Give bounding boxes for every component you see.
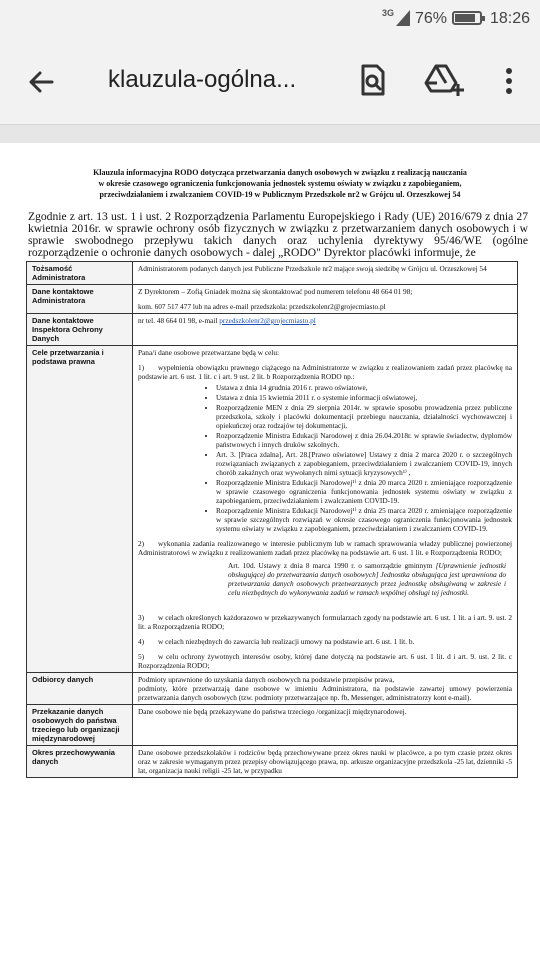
list-item: • Rozporządzenie MEN z dnia 29 sierpnia 2014r. w sprawie sposobu prowadzenia przez publiczne przedszkola, szkoły i placówki dokumentacji przebiegu nauczania, działalności wychowawczej i opiekuńczej oraz rodzajów tej dokumentacji, [216, 403, 512, 430]
legal-quote: Art. 10d. Ustawy z dnia 8 marca 1990 r. o samorządzie gminnym [Uprawnienie jednostki obsługującej do przetwarzania danych osobowych] Jednostka obsługująca jest uprawniona do przetwarzania danych osobowych przetwarzanych przez jednostkę obsługiwaną w zakresie i celu niezbędnych do wykonywania zadań w ramach wspólnej obsługi tej jednostki. [228, 561, 506, 597]
row-label: Dane kontaktowe Inspektora Ochrony Danych [27, 314, 133, 346]
row-label: Dane kontaktowe Administratora [27, 285, 133, 314]
find-in-document-button[interactable] [352, 60, 392, 100]
row-value: Dane osobowe nie będą przekazywane do państwa trzeciego /organizacji międzynarodowej. [133, 705, 518, 746]
row-value: Administratorem podanych danych jest Publiczne Przedszkole nr2 mające swoją siedzibę w Grójcu ul. Orzeszkowej 54 [133, 262, 518, 285]
app-bar [0, 40, 540, 125]
list-item: • Art. 3. [Praca zdalna], Art. 28.[Prawo oświatowe] Ustawy z dnia 2 marca 2020 r. o szczególnych rozwiązaniach związanych z zapobieganiem, przeciwdziałaniem i zwalczaniem COVID-19, innych chorób zakaźnych oraz wywołanych nimi sytuacji kryzysowych¹⁾ , [216, 450, 512, 477]
row-value: nr tel. 48 664 01 98, e-mail przedszkolenr2@grojecmiasto.pl [133, 314, 518, 346]
row-value: Pana/i dane osobowe przetwarzane będą w celu: 1) wypełnienia obowiązku prawnego ciążącego na Administratorze w związku z realizowaniem zadań przez placówkę na podstawie art. 6 ust. 1 lit. c i art. 9 ust. 2 lit. b Rozporządzenia RODO np.: • Ustawa z dnia 14 grudnia 2016 r. prawo oświatowe, • Ustawa z dnia 15 kwietnia 2011 r. o systemie informacji oświatowej, • Rozporządzenie MEN z dnia 29 sierpnia 2014r. w sprawie sposobu prowadzenia przez publiczne przedszkola, szkoły i placówki dokumentacji przebiegu nauczania, działalności wychowawczej i opiekuńczej oraz rodzajów tej dokumentacji, • Rozporządzenie Ministra Edukacji Narodowej z dnia 26.04.2018r. w sprawie świadectw, dyplomów państwowych i innych druków szkolnych. • Art. 3. [Praca zdalna], Art. 28.[Prawo oświatowe] Ustawy z dnia 2 marca 2020 r. o szczególnych rozwiązaniach związanych z zapobieganiem, przeciwdziałaniem i zwalczaniem COVID-19, innych chorób zakaźnych oraz wywołanych nimi sytuacji kryzysowych¹⁾ , • Rozporządzenie Ministra Edukacji Narodowej¹⁾ z dnia 20 marca 2020 r. zmieniające rozporządzenie w sprawie czasowego ograniczenia funkcjonowania jednostek systemu oświaty w związku z zapobieganiem, przeciwdziałaniem i zwalczaniem COVID-19. • Rozporządzenie Ministra Edukacji Narodowej¹⁾ z dnia 25 marca 2020 r. zmieniające rozporządzenie w sprawie szczególnych rozwiązań w okresie czasowego ograniczenia funkcjonowania jednostek systemu oświaty w związku z zapobieganiem, przeciwdziałaniem i zwalczaniem COVID-19. 2) wykonania zadania realizowanego w interesie publicznym lub w ramach sprawowania władzy publicznej powierzonej Administratorowi w związku z realizowaniem zadań przez placówkę na podstawie art. 6 ust. 1 lit. e Rozporządzenia RODO; Art. 10d. Ustawy z dnia 8 marca 1990 r. o samorządzie gminnym [Uprawnienie jednostki obsługującej do przetwarzania danych osobowych] Jednostka obsługująca jest uprawniona do przetwarzania danych osobowych przetwarzanych przez jednostkę obsługiwaną w zakresie i celu niezbędnych do wykonywania zadań w ramach wspólnej obsługi tej jednostki. 3) w celach określonych każdorazowo w przekazywanych formularzach zgody na podstawie art. 6 ust. 1 lit. a i art. 9. ust. 2 lit. a Rozporządzenia RODO; 4) w celach niezbędnych do zawarcia lub realizacji umowy na podstawie art. 6 ust. 1 lit. b. 5) w celu ochrony żywotnych interesów osoby, której dane dotyczą na podstawie art. 6 ust. 1 lit. d i art. 9. ust. 2 lit. c Rozporządzenia RODO; [133, 346, 518, 673]
table-row [27, 314, 518, 346]
list-item: • Rozporządzenie Ministra Edukacji Narodowej¹⁾ z dnia 20 marca 2020 r. zmieniające rozporządzenie w sprawie czasowego ograniczenia funkcjonowania jednostek systemu oświaty w związku z zapobieganiem, przeciwdziałaniem i zwalczaniem COVID-19. [216, 478, 512, 505]
row-label: Przekazanie danych osobowych do państwa trzeciego lub organizacji międzynarodowej [27, 705, 133, 746]
back-button[interactable] [22, 62, 62, 102]
clause-title: Klauzula informacyjna RODO dotycząca przetwarzania danych osobowych w związku z realizacją nauczania w okresie czasowego ograniczenia funkcjonowania jednostek systemu oświaty w związku z zapobieganiem, przeciwdziałaniem i zwalczaniem COVID-19 w Publicznym Przedszkole nr2 w Grójcu ul. Orzeszkowej 54 [93, 168, 467, 199]
arrow-back-icon [22, 62, 62, 102]
row-label: Cele przetwarzania i podstawa prawna [27, 346, 133, 673]
signal-icon [396, 10, 410, 26]
document-page[interactable] [0, 143, 540, 960]
table-row [27, 262, 518, 285]
row-value: Podmioty uprawnione do uzyskania danych osobowych na podstawie przepisów prawa, podmioty, które przetwarzają dane osobowe w imieniu Administratora, na podstawie zawartej umowy powierzenia przetwarzania danych osobowych (tzw. podmioty przetwarzające np. fb, Messenger, administratorzy kont e-mail). [133, 673, 518, 705]
list-item: 5) w celu ochrony żywotnych interesów osoby, której dane dotyczą na podstawie art. 6 ust. 1 lit. d i art. 9. ust. 2 lit. c Rozporządzenia RODO; [138, 652, 512, 670]
row-value: Z Dyrektorem – Zofią Gniadek można się skontaktować pod numerem telefonu 48 664 01 98; kom. 607 517 477 lub na adres e-mail przedszkola: przedszkolenr2@grojecmiasto.pl [133, 285, 518, 314]
list-item: 4) w celach niezbędnych do zawarcia lub realizacji umowy na podstawie art. 6 ust. 1 lit. b. [138, 637, 415, 646]
legal-basis-list [216, 383, 512, 533]
table-row [27, 346, 518, 673]
search-document-icon [352, 60, 392, 100]
list-item: • Rozporządzenie Ministra Edukacji Narodowej z dnia 26.04.2018r. w sprawie świadectw, dyplomów państwowych i innych druków szkolnych. [216, 431, 512, 449]
row-label: Odbiorcy danych [27, 673, 133, 705]
network-type: 3G [382, 8, 395, 18]
list-item: 2) wykonania zadania realizowanego w interesie publicznym lub w ramach sprawowania władzy publicznej powierzonej Administratorowi w związku z realizowaniem zadań przez placówkę na podstawie art. 6 ust. 1 lit. e Rozporządzenia RODO; [138, 539, 512, 557]
battery-percent: 76% [415, 10, 448, 27]
document-title: klauzula-ogólna... [108, 66, 297, 93]
list-item: • Ustawa z dnia 14 grudnia 2016 r. prawo oświatowe, [216, 383, 512, 392]
more-options-button[interactable] [494, 62, 524, 102]
add-to-drive-button[interactable] [422, 60, 466, 100]
row-value: Dane osobowe przedszkolaków i rodziców będą przechowywane przez okres nauki w placówce, a po tym czasie przez okres oraz w zakresie wymaganym przez przepisy obowiązującego prawa, np. arkusze organizacyjne przedszkola -25 lat, dzienniki -5 lat, organizacja nauki religii -25 lat, w przypadku [133, 746, 518, 778]
row-label: Okres przechowywania danych [27, 746, 133, 778]
list-item: • Ustawa z dnia 15 kwietnia 2011 r. o systemie informacji oświatowej, [216, 393, 512, 402]
table-row [27, 673, 518, 705]
add-to-drive-icon [422, 60, 466, 100]
list-item: 1) wypełnienia obowiązku prawnego ciążącego na Administratorze w związku z realizowaniem zadań przez placówkę na podstawie art. 6 ust. 1 lit. c i art. 9 ust. 2 lit. b Rozporządzenia RODO np.: [138, 363, 512, 381]
intro-paragraph: Zgodnie z art. 13 ust. 1 i ust. 2 Rozporządzenia Parlamentu Europejskiego i Rady (UE) 2016/679 z dnia 27 kwietnia 2016r. w sprawie ochrony osób fizycznych w związku z przetwarzaniem danych osobowych i w sprawie swobodnego przepływu takich danych oraz uchylenia dyrektywy 95/46/WE (ogólne rozporządzenie o ochronie danych osobowych - dalej „RODO" Dyrektor placówki informuje, że [28, 210, 528, 259]
list-item: • Rozporządzenie Ministra Edukacji Narodowej¹⁾ z dnia 25 marca 2020 r. zmieniające rozporządzenie w sprawie szczególnych rozwiązań w okresie czasowego ograniczenia funkcjonowania jednostek systemu oświaty w związku z zapobieganiem, przeciwdziałaniem i zwalczaniem COVID-19. [216, 506, 512, 533]
table-row [27, 705, 518, 746]
more-vert-icon [494, 62, 524, 102]
clock: 18:26 [490, 10, 531, 27]
table-row [27, 746, 518, 778]
row-label: Tożsamość Administratora [27, 262, 133, 285]
table-row [27, 285, 518, 314]
status-bar [0, 0, 540, 40]
rodo-table [26, 261, 518, 778]
email-link[interactable]: przedszkolenr2@grojecmiasto.pl [219, 316, 316, 325]
list-item: 3) w celach określonych każdorazowo w przekazywanych formularzach zgody na podstawie art. 6 ust. 1 lit. a i art. 9. ust. 2 lit. a Rozporządzenia RODO; [138, 613, 512, 631]
battery-icon [452, 11, 482, 25]
